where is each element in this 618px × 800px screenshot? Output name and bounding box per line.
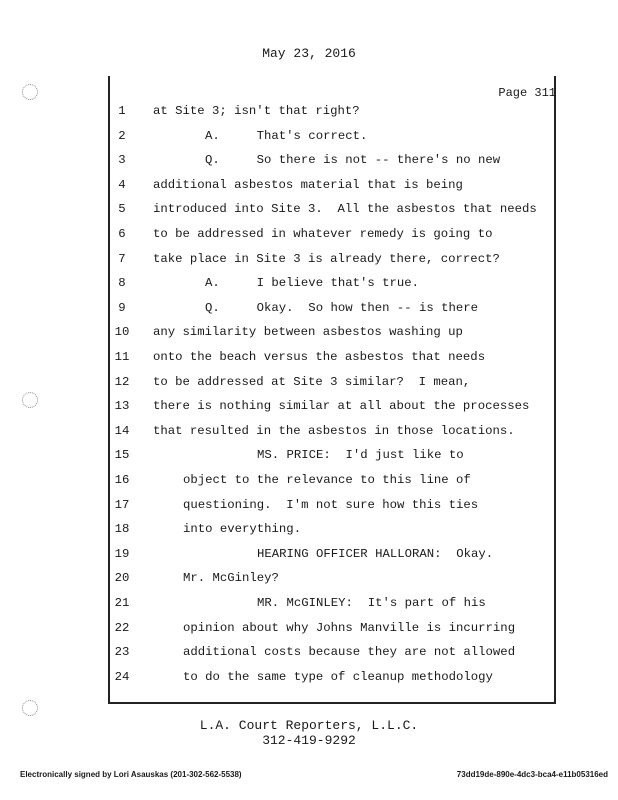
- transcript-line: [0, 547, 618, 567]
- date-header: May 23, 2016: [262, 46, 356, 61]
- transcript-line: [0, 252, 618, 272]
- line-text: onto the beach versus the asbestos that needs: [153, 350, 486, 364]
- page-number: Page 311: [498, 86, 556, 100]
- transcript-line: [0, 375, 618, 395]
- line-number: 5: [118, 202, 126, 217]
- punch-hole: [22, 84, 38, 100]
- line-number: 19: [114, 546, 130, 561]
- line-number: 10: [114, 325, 130, 340]
- line-text: there is nothing similar at all about the processes: [153, 399, 530, 414]
- line-text: opinion about why Johns Manville is incurring: [183, 620, 516, 635]
- line-number: 4: [118, 177, 126, 192]
- transcript-line: [0, 227, 618, 247]
- transcript-line: [0, 399, 618, 419]
- transcript-line: [0, 153, 618, 173]
- transcript-line: [0, 276, 618, 296]
- footer-company: L.A. Court Reporters, L.L.C.: [199, 718, 419, 733]
- line-text: introduced into Site 3. All the asbestos that needs: [153, 202, 537, 217]
- footer-phone: 312-419-9292: [262, 733, 356, 748]
- document-hash: 73dd19de-890e-4dc3-bca4-e11b05316ed: [456, 770, 608, 779]
- line-number: 14: [114, 423, 130, 438]
- line-text: A. I believe that's true.: [205, 276, 420, 291]
- line-text: Q. So there is not -- there's no new: [205, 153, 501, 168]
- line-text: MS. PRICE: I'd just like to: [257, 448, 464, 463]
- line-text: that resulted in the asbestos in those locations.: [153, 423, 515, 438]
- transcript-line: [0, 104, 618, 124]
- line-text: to be addressed in whatever remedy is going to: [153, 227, 493, 241]
- transcript-line: [0, 473, 618, 493]
- line-text: MR. McGINLEY: It's part of his: [257, 596, 486, 610]
- transcript-line: [0, 621, 618, 641]
- line-text: Q. Okay. So how then -- is there: [205, 300, 479, 315]
- line-number: 9: [118, 300, 126, 315]
- line-number: 24: [114, 669, 130, 684]
- transcript-line: [0, 498, 618, 518]
- line-number: 3: [118, 153, 126, 168]
- line-number: 15: [114, 448, 130, 463]
- line-number: 11: [114, 350, 130, 364]
- line-number: 16: [114, 473, 130, 487]
- line-number: 2: [118, 128, 126, 143]
- line-number: 6: [118, 227, 126, 241]
- line-text: take place in Site 3 is already there, correct?: [153, 251, 500, 266]
- line-number: 22: [114, 620, 130, 635]
- line-text: HEARING OFFICER HALLORAN: Okay.: [257, 546, 494, 561]
- line-number: 1: [118, 104, 126, 118]
- line-number: 20: [114, 571, 130, 586]
- transcript-line: [0, 522, 618, 542]
- line-text: Mr. McGinley?: [183, 571, 279, 586]
- line-text: to do the same type of cleanup methodology: [183, 669, 493, 684]
- transcript-line: [0, 301, 618, 321]
- transcript-line: [0, 424, 618, 444]
- line-number: 12: [114, 374, 130, 389]
- transcript-line: [0, 178, 618, 198]
- line-text: questioning. I'm not sure how this ties: [183, 497, 479, 512]
- line-text: into everything.: [183, 522, 302, 537]
- line-number: 17: [114, 497, 130, 512]
- line-number: 7: [118, 251, 126, 266]
- punch-hole: [22, 392, 38, 408]
- line-text: A. That's correct.: [205, 128, 368, 143]
- line-text: at Site 3; isn't that right?: [153, 104, 360, 118]
- line-text: any similarity between asbestos washing up: [153, 325, 463, 340]
- punch-hole: [22, 700, 38, 716]
- transcript-line: [0, 571, 618, 591]
- line-number: 18: [114, 522, 130, 537]
- line-text: to be addressed at Site 3 similar? I mean,: [153, 374, 471, 389]
- transcript-line: [0, 596, 618, 616]
- line-number: 8: [118, 276, 126, 291]
- line-number: 13: [114, 399, 130, 414]
- transcript-line: [0, 202, 618, 222]
- transcript-line: [0, 350, 618, 370]
- transcript-line: [0, 325, 618, 345]
- line-text: additional asbestos material that is being: [153, 177, 463, 192]
- line-number: 23: [114, 645, 130, 660]
- transcript-line: [0, 129, 618, 149]
- transcript-line: [0, 448, 618, 468]
- signature-note: Electronically signed by Lori Asauskas (201-302-562-5538): [20, 770, 242, 779]
- transcript-line: [0, 670, 618, 690]
- line-text: object to the relevance to this line of: [183, 473, 471, 487]
- line-text: additional costs because they are not allowed: [183, 645, 516, 660]
- line-number: 21: [114, 596, 130, 610]
- transcript-line: [0, 645, 618, 665]
